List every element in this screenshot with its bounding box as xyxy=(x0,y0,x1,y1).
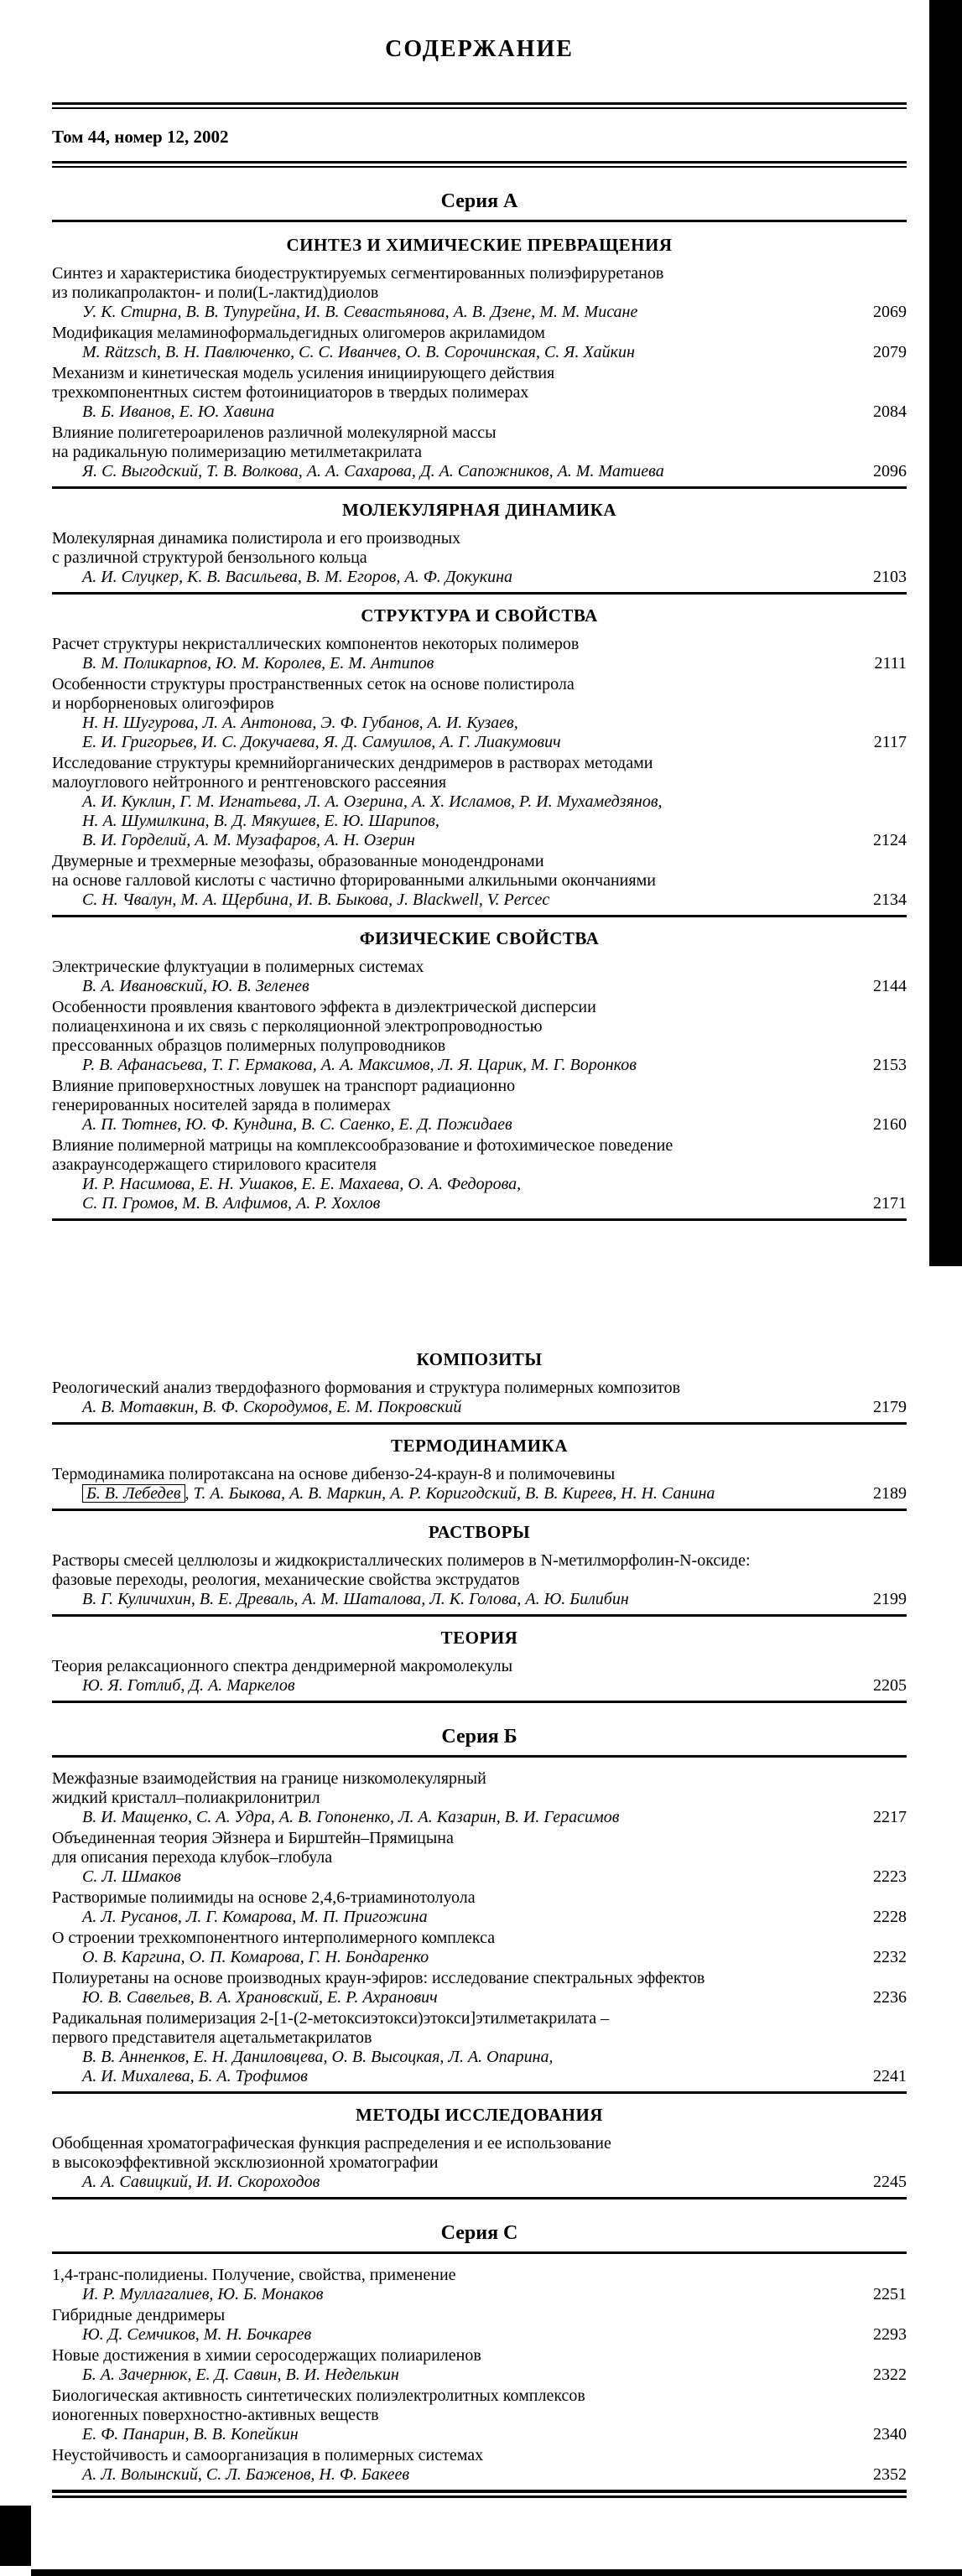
entry-page-number: 2171 xyxy=(873,1194,907,1213)
entry-authors: В. А. Ивановский, Ю. В. Зеленев xyxy=(82,977,309,995)
entry-page-number: 2236 xyxy=(873,1988,907,2007)
entry-author-row xyxy=(52,343,907,362)
toc-entry xyxy=(52,1829,907,1887)
toc-entry xyxy=(52,958,907,996)
entry-authors: Р. В. Афанасьева, Т. Г. Ермакова, А. А. Максимов, Л. Я. Царик, М. Г. Воронков xyxy=(82,1056,637,1074)
entry-title-line: Молекулярная динамика полистирола и его производных xyxy=(52,529,461,548)
entry-title-line: Обобщенная хроматографическая функция распределения и ее использование xyxy=(52,2134,611,2153)
volume-issue-line: Том 44, номер 12, 2002 xyxy=(52,127,229,147)
group-header: МОЛЕКУЛЯРНАЯ ДИНАМИКА xyxy=(341,500,617,520)
entry-page-number: 2079 xyxy=(873,343,907,361)
section-rule xyxy=(52,1422,907,1425)
entry-page-number: 2103 xyxy=(873,568,907,586)
series-rule xyxy=(52,220,907,222)
toc-entry xyxy=(52,998,907,1075)
toc-entry xyxy=(52,1969,907,2007)
entry-title-line: генерированных носителей заряда в полимерах xyxy=(52,1096,391,1114)
bottom-double-rule xyxy=(52,2490,907,2498)
entry-page-number: 2069 xyxy=(873,303,907,321)
toc-entry xyxy=(52,2386,907,2444)
entry-title-line: Исследование структуры кремнийорганических дендримеров в растворах методами xyxy=(52,754,653,772)
entry-authors: И. Р. Муллагалиев, Ю. Б. Монаков xyxy=(82,2285,324,2303)
entry-title-line: Расчет структуры некристаллических компонентов некоторых полимеров xyxy=(52,635,580,653)
entry-title-line: Реологический анализ твердофазного формования и структура полимерных композитов xyxy=(52,1379,681,1397)
section-rule xyxy=(52,1701,907,1703)
series-rule xyxy=(52,2251,907,2254)
entry-author-row xyxy=(52,1194,907,1213)
entry-title-line: Биологическая активность синтетических полиэлектролитных комплексов xyxy=(52,2386,585,2405)
entry-title-line: из поликапролактон- и поли(L-лактид)диолов xyxy=(52,283,379,302)
group-header: КОМПОЗИТЫ xyxy=(416,1349,543,1369)
entry-page-number: 2251 xyxy=(873,2285,907,2303)
entry-title-line: первого представителя ацетальметакрилатов xyxy=(52,2028,372,2047)
series-rule xyxy=(52,1755,907,1758)
toc-entry xyxy=(52,2306,907,2345)
entry-authors: В. Г. Куличихин, В. Е. Древаль, А. М. Шаталова, Л. К. Голова, А. Ю. Билибин xyxy=(82,1590,629,1608)
entry-author-row xyxy=(52,303,907,322)
entry-author-row xyxy=(52,2285,907,2304)
entry-title-line: Двумерные и трехмерные мезофазы, образованные монодендронами xyxy=(52,852,544,870)
entry-author-row xyxy=(52,654,907,673)
entry-authors: Н. А. Шумилкина, В. Д. Мякушев, Е. Ю. Шарипов, xyxy=(82,812,439,830)
entry-author-row xyxy=(52,1175,907,1194)
toc-entry xyxy=(52,264,907,322)
entry-title-line: Гибридные дендримеры xyxy=(52,2306,226,2324)
entry-author-row xyxy=(52,2325,907,2345)
entry-page-number: 2160 xyxy=(873,1115,907,1134)
entry-title-line: Радикальная полимеризация 2-[1-(2-метоксиэтокси)этокси]этилметакрилата – xyxy=(52,2009,610,2028)
entry-title-line: полиаценхинона и их связь с перколяционной электропроводностью xyxy=(52,1017,543,1036)
entry-authors: Е. Ф. Панарин, В. В. Копейкин xyxy=(82,2425,299,2444)
toc-entry xyxy=(52,1769,907,1827)
entry-author-row xyxy=(52,714,907,733)
entry-title-line: и норборненовых олигоэфиров xyxy=(52,694,274,713)
entry-authors: В. В. Анненков, Е. Н. Даниловцева, О. В. Высоцкая, Л. А. Опарина, xyxy=(82,2048,554,2066)
entry-authors: У. К. Стирна, В. В. Тупурейна, И. В. Севастьянова, А. В. Дзене, М. М. Мисане xyxy=(82,303,638,321)
toc-entry xyxy=(52,2266,907,2304)
entry-authors: M. Rätzsch, В. Н. Павлюченко, С. С. Иванчев, О. В. Сорочинская, С. Я. Хайкин xyxy=(82,343,635,361)
entry-title-line: Термодинамика полиротаксана на основе дибензо-24-краун-8 и полимочевины xyxy=(52,1465,616,1483)
entry-author-row xyxy=(52,831,907,850)
entry-page-number: 2217 xyxy=(873,1808,907,1826)
entry-page-number: 2352 xyxy=(873,2465,907,2484)
entry-authors: С. Л. Шмаков xyxy=(82,1867,181,1886)
entry-authors: В. М. Поликарпов, Ю. М. Королев, Е. М. Антипов xyxy=(82,654,434,673)
entry-authors: А. А. Савицкий, И. И. Скороходов xyxy=(82,2173,320,2191)
boxed-author-name: Б. В. Лебедев xyxy=(82,1484,185,1503)
entry-title-line: Влияние полигетероариленов различной молекулярной массы xyxy=(52,423,497,442)
entry-authors: И. Р. Насимова, Е. Н. Ушаков, Е. Е. Махаева, О. А. Федорова, xyxy=(82,1175,522,1193)
entry-page-number: 2153 xyxy=(873,1056,907,1074)
toc-entry xyxy=(52,1888,907,1927)
toc-entry xyxy=(52,423,907,481)
entry-title-line: прессованных образцов полимерных полупроводников xyxy=(52,1036,446,1055)
entry-title-line: Объединенная теория Эйзнера и Бирштейн–Прямицына xyxy=(52,1829,454,1847)
entry-author-row xyxy=(52,891,907,910)
entry-authors: С. Н. Чвалун, М. А. Щербина, И. В. Быкова, J. Blackwell, V. Percec xyxy=(82,891,550,909)
entry-author-row xyxy=(52,568,907,587)
entry-author-row xyxy=(52,1948,907,1967)
double-rule-under-volume xyxy=(52,161,907,168)
toc-entry xyxy=(52,675,907,752)
toc-entry xyxy=(52,852,907,910)
entry-author-row xyxy=(52,977,907,996)
entry-author-row xyxy=(52,1590,907,1609)
entry-page-number: 2144 xyxy=(873,977,907,995)
series-header: Серия С xyxy=(440,2222,518,2244)
entry-authors: Е. И. Григорьев, И. С. Докучаева, Я. Д. Самуилов, А. Г. Лиакумович xyxy=(82,733,561,751)
toc-entry xyxy=(52,1465,907,1504)
entry-authors: А. П. Тютнев, Ю. Ф. Кундина, В. С. Саенко, Е. Д. Пожидаев xyxy=(82,1115,512,1134)
entry-authors: А. Л. Русанов, Л. Г. Комарова, М. П. Пригожина xyxy=(82,1908,428,1926)
section-rule xyxy=(52,915,907,917)
entry-author-row xyxy=(52,1484,907,1504)
entry-author-row xyxy=(52,1908,907,1927)
toc-entry xyxy=(52,529,907,587)
entry-title-line: ионогенных поверхностно-активных веществ xyxy=(52,2406,379,2424)
entry-page-number: 2096 xyxy=(873,462,907,480)
entry-page-number: 2232 xyxy=(873,1948,907,1966)
entry-page-number: 2084 xyxy=(873,402,907,421)
entry-author-row xyxy=(52,1808,907,1827)
entry-authors: Б. А. Зачернюк, Е. Д. Савин, В. И. Неделькин xyxy=(82,2366,399,2384)
entry-authors: Ю. В. Савельев, В. А. Храновский, Е. Р. Ахранович xyxy=(82,1988,438,2007)
toc-entry xyxy=(52,1657,907,1696)
entry-title-line: Электрические флуктуации в полимерных системах xyxy=(52,958,424,976)
entry-title-line: жидкий кристалл–полиакрилонитрил xyxy=(52,1789,320,1807)
entry-authors: А. И. Слуцкер, К. В. Васильева, В. М. Егоров, А. Ф. Докукина xyxy=(82,568,513,586)
entry-title-line: Неустойчивость и самоорганизация в полимерных системах xyxy=(52,2446,484,2464)
toc-entry xyxy=(52,364,907,422)
entry-authors: В. И. Мащенко, С. А. Удра, А. В. Гопоненко, Л. А. Казарин, В. И. Герасимов xyxy=(82,1808,620,1826)
entry-authors: Н. Н. Шугурова, Л. А. Антонова, Э. Ф. Губанов, А. И. Кузаев, xyxy=(82,714,518,732)
section-rule xyxy=(52,1614,907,1617)
series-header: Серия Б xyxy=(441,1726,517,1748)
entry-title-line: Растворимые полиимиды на основе 2,4,6-триаминотолуола xyxy=(52,1888,476,1907)
entry-title-line: Модификация меламиноформальдегидных олигомеров акриламидом xyxy=(52,324,545,342)
entry-title-line: малоуглового нейтронного и рентгеновского рассеяния xyxy=(52,773,447,792)
entry-title-line: для описания перехода клубок–глобула xyxy=(52,1848,333,1867)
entry-authors: Я. С. Выгодский, Т. В. Волкова, А. А. Сахарова, Д. А. Сапожников, А. М. Матиева xyxy=(82,462,664,480)
entry-page-number: 2124 xyxy=(873,831,907,849)
scan-artifact-bottom-bar xyxy=(31,2569,962,2576)
section-rule xyxy=(52,2091,907,2094)
entry-page-number: 2117 xyxy=(873,733,907,751)
entry-title-line: фазовые переходы, реология, механические свойства экструдатов xyxy=(52,1571,520,1589)
entry-author-row xyxy=(52,2173,907,2192)
entry-author-row xyxy=(52,2067,907,2086)
group-header: СТРУКТУРА И СВОЙСТВА xyxy=(361,605,598,626)
entry-page-number: 2245 xyxy=(873,2173,907,2191)
entry-page-number: 2189 xyxy=(873,1484,907,1503)
entry-author-row xyxy=(52,812,907,831)
toc-entry xyxy=(52,754,907,850)
scan-artifact-bottom-left-block xyxy=(0,2506,31,2566)
entry-authors: В. И. Горделий, А. М. Музафаров, А. Н. Озерин xyxy=(82,831,415,849)
double-rule-top xyxy=(52,102,907,109)
entry-authors: А. И. Куклин, Г. М. Игнатьева, Л. А. Озерина, А. Х. Исламов, Р. И. Мухамедзянов, xyxy=(82,792,663,811)
entry-title-line: Механизм и кинетическая модель усиления инициирующего действия xyxy=(52,364,555,382)
entry-author-row xyxy=(52,2465,907,2485)
entry-title-line: О строении трехкомпонентного интерполимерного комплекса xyxy=(52,1929,496,1947)
entry-author-row xyxy=(52,1398,907,1417)
entry-title-line: Растворы смесей целлюлозы и жидкокристаллических полимеров в N-метилморфолин-N-оксиде: xyxy=(52,1551,751,1570)
toc-list xyxy=(52,190,907,2498)
entry-page-number: 2228 xyxy=(873,1908,907,1926)
entry-author-row xyxy=(52,1676,907,1696)
entry-title-line: в высокоэффективной эксклюзионной хроматографии xyxy=(52,2153,439,2172)
entry-page-number: 2205 xyxy=(873,1676,907,1695)
entry-author-row xyxy=(52,792,907,812)
entry-author-row xyxy=(52,1056,907,1075)
section-rule xyxy=(52,2197,907,2199)
entry-page-number: 2322 xyxy=(873,2366,907,2384)
entry-title-line: трехкомпонентных систем фотоинициаторов в твердых полимерах xyxy=(52,383,529,402)
entry-authors: О. В. Каргина, О. П. Комарова, Г. Н. Бондаренко xyxy=(82,1948,429,1966)
entry-authors: Ю. Я. Готлиб, Д. А. Маркелов xyxy=(82,1676,295,1695)
entry-page-number: 2134 xyxy=(873,891,907,909)
toc-entry xyxy=(52,2134,907,2192)
toc-entry xyxy=(52,2346,907,2385)
entry-authors: А. И. Михалева, Б. А. Трофимов xyxy=(82,2067,308,2085)
entry-author-row xyxy=(52,1867,907,1887)
toc-entry xyxy=(52,2446,907,2485)
series-header: Серия А xyxy=(440,190,518,212)
entry-author-row xyxy=(52,2366,907,2385)
entry-title-line: на радикальную полимеризацию метилметакрилата xyxy=(52,443,423,461)
entry-title-line: с различной структурой бензольного кольца xyxy=(52,548,367,567)
group-header: ФИЗИЧЕСКИЕ СВОЙСТВА xyxy=(359,928,600,948)
entry-title-line: на основе галловой кислоты с частично фторированными алкильными окончаниями xyxy=(52,871,656,890)
entry-title-line: азакраунсодержащего стирилового красителя xyxy=(52,1156,377,1174)
group-header: ТЕОРИЯ xyxy=(440,1628,518,1648)
entry-title-line: Особенности проявления квантового эффекта в диэлектрической дисперсии xyxy=(52,998,596,1016)
toc-entry xyxy=(52,1379,907,1417)
entry-title-line: Особенности структуры пространственных сеток на основе полистирола xyxy=(52,675,575,693)
entry-title-line: Синтез и характеристика биодеструктируемых сегментированных полиэфируретанов xyxy=(52,264,664,283)
page-break-gap xyxy=(52,1221,907,1338)
entry-title-line: Влияние полимерной матрицы на комплексообразование и фотохимическое поведение xyxy=(52,1136,673,1155)
entry-authors: С. П. Громов, М. В. Алфимов, А. Р. Хохлов xyxy=(82,1194,381,1213)
entry-authors: Ю. Д. Семчиков, М. Н. Бочкарев xyxy=(82,2325,312,2344)
entry-author-row xyxy=(52,1988,907,2007)
entry-title-line: 1,4-транс-полидиены. Получение, свойства, применение xyxy=(52,2266,456,2284)
entry-authors: В. Б. Иванов, Е. Ю. Хавина xyxy=(82,402,275,421)
entry-author-row xyxy=(52,1115,907,1135)
toc-entry xyxy=(52,1929,907,1967)
section-rule xyxy=(52,486,907,489)
group-header: СИНТЕЗ И ХИМИЧЕСКИЕ ПРЕВРАЩЕНИЯ xyxy=(286,235,673,255)
entry-page-number: 2179 xyxy=(873,1398,907,1416)
scan-artifact-right-strip xyxy=(929,0,962,1266)
entry-title-line: Новые достижения в химии серосодержащих полиариленов xyxy=(52,2346,481,2365)
entry-page-number: 2223 xyxy=(873,1867,907,1886)
section-rule xyxy=(52,1509,907,1511)
group-header: ТЕРМОДИНАМИКА xyxy=(391,1436,568,1456)
page-title: СОДЕРЖАНИЕ xyxy=(385,36,574,62)
entry-author-row xyxy=(52,462,907,481)
entry-title-line: Теория релаксационного спектра дендримерной макромолекулы xyxy=(52,1657,513,1675)
toc-entry xyxy=(52,635,907,673)
entry-page-number: 2293 xyxy=(873,2325,907,2344)
group-header: РАСТВОРЫ xyxy=(428,1522,531,1542)
entry-page-number: 2241 xyxy=(873,2067,907,2085)
entry-author-row xyxy=(52,2048,907,2067)
entry-page-number: 2111 xyxy=(874,654,907,673)
entry-title-line: Влияние приповерхностных ловушек на транспорт радиационно xyxy=(52,1077,516,1095)
entry-page-number: 2340 xyxy=(873,2425,907,2444)
toc-entry xyxy=(52,2009,907,2086)
entry-authors: А. В. Мотавкин, В. Ф. Скородумов, Е. М. Покровский xyxy=(82,1398,462,1416)
entry-author-row xyxy=(52,2425,907,2444)
toc-entry xyxy=(52,1077,907,1135)
toc-entry xyxy=(52,324,907,362)
toc-entry xyxy=(52,1551,907,1609)
section-rule xyxy=(52,592,907,595)
entry-title-line: Полиуретаны на основе производных краун-эфиров: исследование спектральных эффектов xyxy=(52,1969,705,1987)
entry-title-line: Межфазные взаимодействия на границе низкомолекулярный xyxy=(52,1769,486,1788)
entry-author-row xyxy=(52,733,907,752)
entry-author-row xyxy=(52,402,907,422)
group-header: МЕТОДЫ ИССЛЕДОВАНИЯ xyxy=(356,2105,603,2125)
entry-authors: А. Л. Волынский, С. Л. Баженов, Н. Ф. Бакеев xyxy=(82,2465,410,2484)
entry-authors: Б. В. Лебедев , Т. А. Быкова, А. В. Маркин, А. Р. Коригодский, В. В. Киреев, Н. Н. Санина xyxy=(82,1484,863,1504)
toc-entry xyxy=(52,1136,907,1213)
entry-page-number: 2199 xyxy=(873,1590,907,1608)
